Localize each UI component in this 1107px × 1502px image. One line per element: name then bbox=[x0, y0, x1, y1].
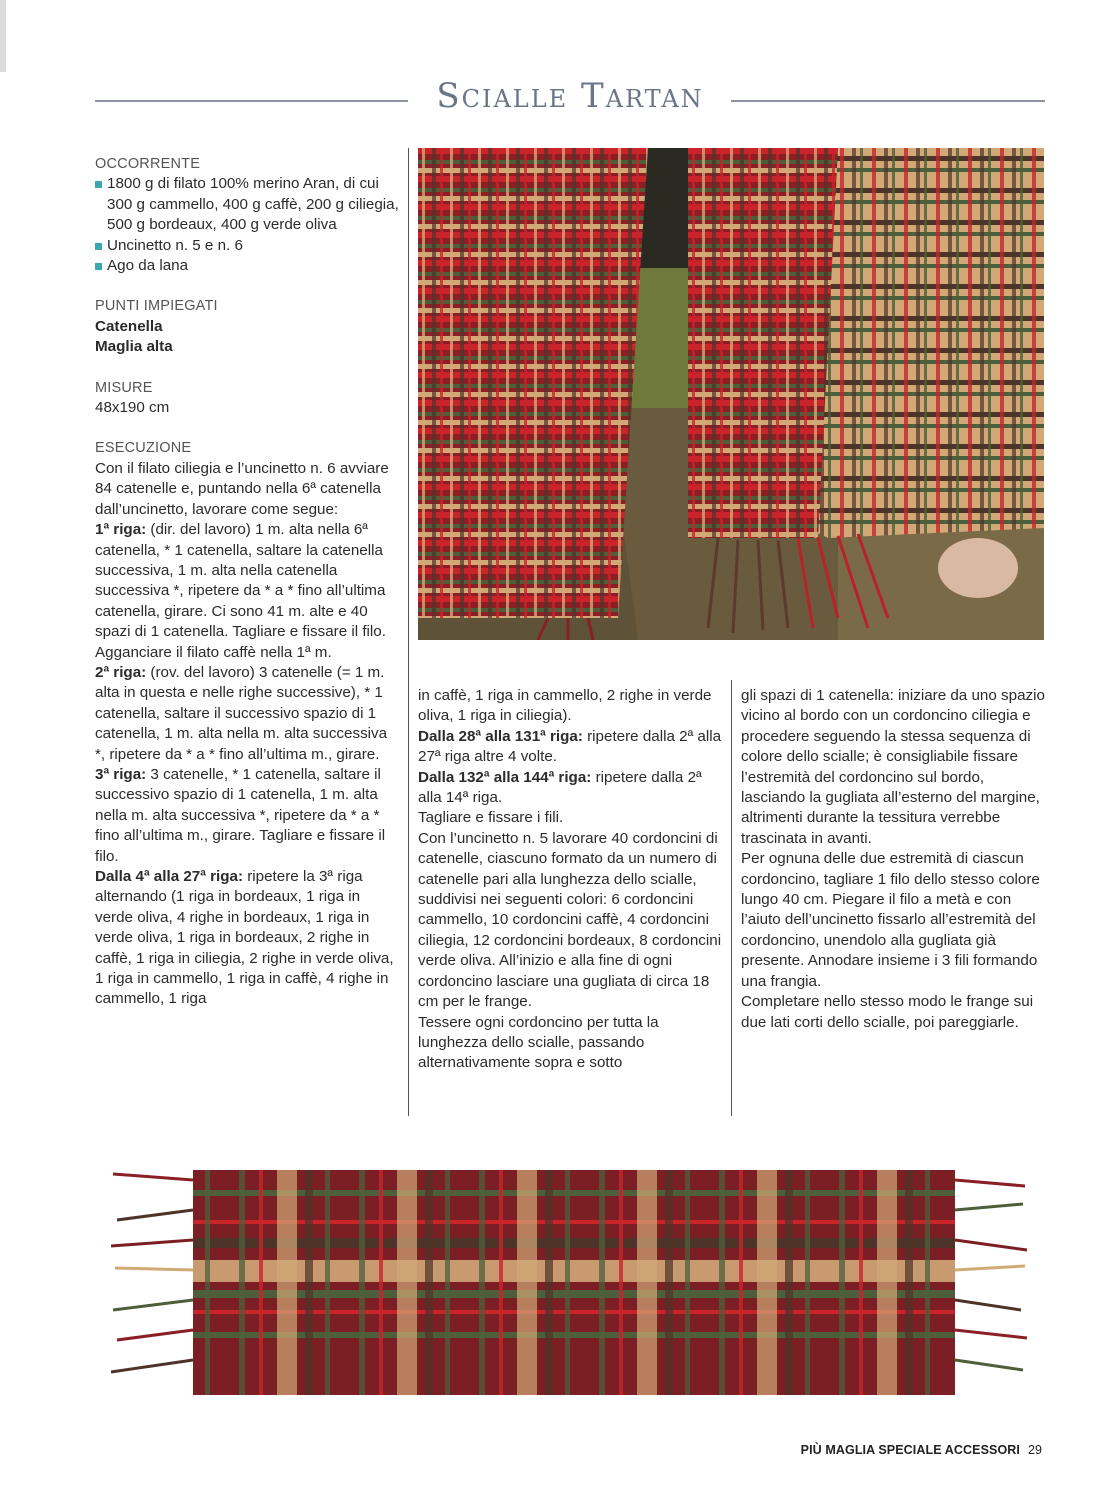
row-28-131-instructions: Dalla 28ª alla 131ª riga: ripetere dalla 2ª alla 27ª riga altre 4 volte. bbox=[418, 727, 722, 766]
shawl-photo bbox=[418, 148, 1044, 640]
weaving-continued: gli spazi di 1 catenella: iniziare da uno spazio vicino al bordo con un cordoncino ciliegia e procedere seguendo la stessa sequenza di colore dello scialle; è consigliabile fissare l’estremità del cordoncino sul bordo, lasciando la gugliata all’esterno del margine, altrimenti durante la tessitura verrebbe trascinata in avanti. bbox=[741, 687, 1045, 847]
material-item: Ago da lana bbox=[95, 256, 400, 276]
misure-value: 48x190 cm bbox=[95, 399, 170, 417]
row-3-instructions: 3ª riga: 3 catenelle, * 1 catenella, saltare il successivo spazio di 1 catenella, 1 m. alta nella m. alta successiva *, ripetere da * a * fino all’ultima m., girare. Tagliare e fissare il filo. bbox=[95, 765, 386, 865]
page-edge-shadow bbox=[0, 0, 6, 72]
completion-text: Completare nello stesso modo le frange sui due lati corti dello scialle, poi pareggiarle. bbox=[741, 993, 1034, 1031]
occorrente-label: OCCORRENTE bbox=[95, 156, 201, 172]
esecuzione-intro: Con il filato ciliegia e l’uncinetto n. 6 avviare 84 catenelle e, puntando nella 6ª catenella dall’uncinetto, lavorare come segue: bbox=[95, 459, 389, 518]
esecuzione-label: ESECUZIONE bbox=[95, 440, 192, 457]
column-2 bbox=[418, 686, 723, 1074]
column-divider bbox=[731, 680, 732, 1116]
page-number: 29 bbox=[1028, 1443, 1042, 1457]
row-4-27-continued: in caffè, 1 riga in cammello, 2 righe in verde oliva, 1 riga in ciliegia). bbox=[418, 687, 712, 725]
row-2-instructions: 2ª riga: (rov. del lavoro) 3 catenelle (= 1 m. alta in questa e nelle righe successive), * 1 catenella, saltare il successivo spazio di 1 catenella, 1 m. alta nella m. alta successiva *, ripetere da * a * fino all’ultima m., girare. bbox=[95, 663, 388, 763]
title-row bbox=[95, 76, 1045, 126]
title-rule-left bbox=[95, 100, 408, 102]
punto-item: Catenella bbox=[95, 317, 163, 335]
cords-text: Con l’uncinetto n. 5 lavorare 40 cordoncini di catenelle, ciascuno formato da un numero di catenelle pari alla lunghezza dello scialle, suddivisi nei seguenti colori: 6 cordoncini cammello, 10 cordoncini caffè, 4 cordoncini ciliegia, 12 cordoncini bordeaux, 8 cordoncini verde oliva. All’inizio e alla fine di ogni cordoncino lasciare una gugliata di circa 18 cm per le frange. bbox=[418, 829, 722, 1011]
magazine-name: PIÙ MAGLIA SPECIALE ACCESSORI bbox=[800, 1443, 1020, 1457]
material-item: 1800 g di filato 100% merino Aran, di cui 300 g cammello, 400 g caffè, 200 g ciliegia, 500 g bordeaux, 400 g verde oliva bbox=[95, 174, 400, 235]
misure-label: MISURE bbox=[95, 379, 153, 396]
column-3 bbox=[741, 686, 1046, 1033]
fringe-text: Per ognuna delle due estremità di ciascun cordoncino, tagliare 1 filo dello stesso colore lungo 40 cm. Piegare il filo a metà e con l’aiuto dell’uncinetto fissarlo all’estremità del cordoncino, unendolo alla gugliata già presente. Annodare insieme i 3 fili formando una frangia. bbox=[741, 850, 1040, 990]
row-132-144-instructions: Dalla 132ª alla 144ª riga: ripetere dalla 2ª alla 14ª riga. bbox=[418, 768, 702, 807]
row-4-27-instructions: Dalla 4ª alla 27ª riga: ripetere la 3ª riga alternando (1 riga in bordeaux, 1 riga in verde oliva, 4 righe in bordeaux, 1 riga in verde oliva, 1 riga in bordeaux, 2 righe in caffè, 1 riga in ciliegia, 2 righe in verde oliva, 1 riga in cammello, 1 riga in caffè, 4 righe in cammello, 1 riga bbox=[95, 868, 394, 1008]
punto-item: Maglia alta bbox=[95, 338, 173, 356]
shawl-flat-photo bbox=[105, 1160, 1030, 1405]
punti-label: PUNTI IMPIEGATI bbox=[95, 298, 218, 315]
column-1 bbox=[95, 154, 400, 1010]
page-title: Scialle Tartan bbox=[436, 76, 704, 116]
weaving-text: Tessere ogni cordoncino per tutta la lunghezza dello scialle, passando alternativamente sopra e sotto bbox=[418, 1013, 659, 1072]
finishing-text: Tagliare e fissare i fili. bbox=[418, 809, 564, 827]
title-rule-right bbox=[731, 100, 1045, 102]
row-1-instructions: 1ª riga: (dir. del lavoro) 1 m. alta nella 6ª catenella, * 1 catenella, saltare la catenella successiva, 1 m. alta nella catenella successiva *, ripetere da * a * fino all’ultima catenella, girare. Ci sono 41 m. alte e 40 spazi di 1 catenella. Tagliare e fissare il filo. Agganciare il filato caffè nella 1ª m. bbox=[95, 521, 386, 661]
material-item: Uncinetto n. 5 e n. 6 bbox=[95, 236, 400, 256]
column-divider bbox=[408, 148, 409, 1116]
